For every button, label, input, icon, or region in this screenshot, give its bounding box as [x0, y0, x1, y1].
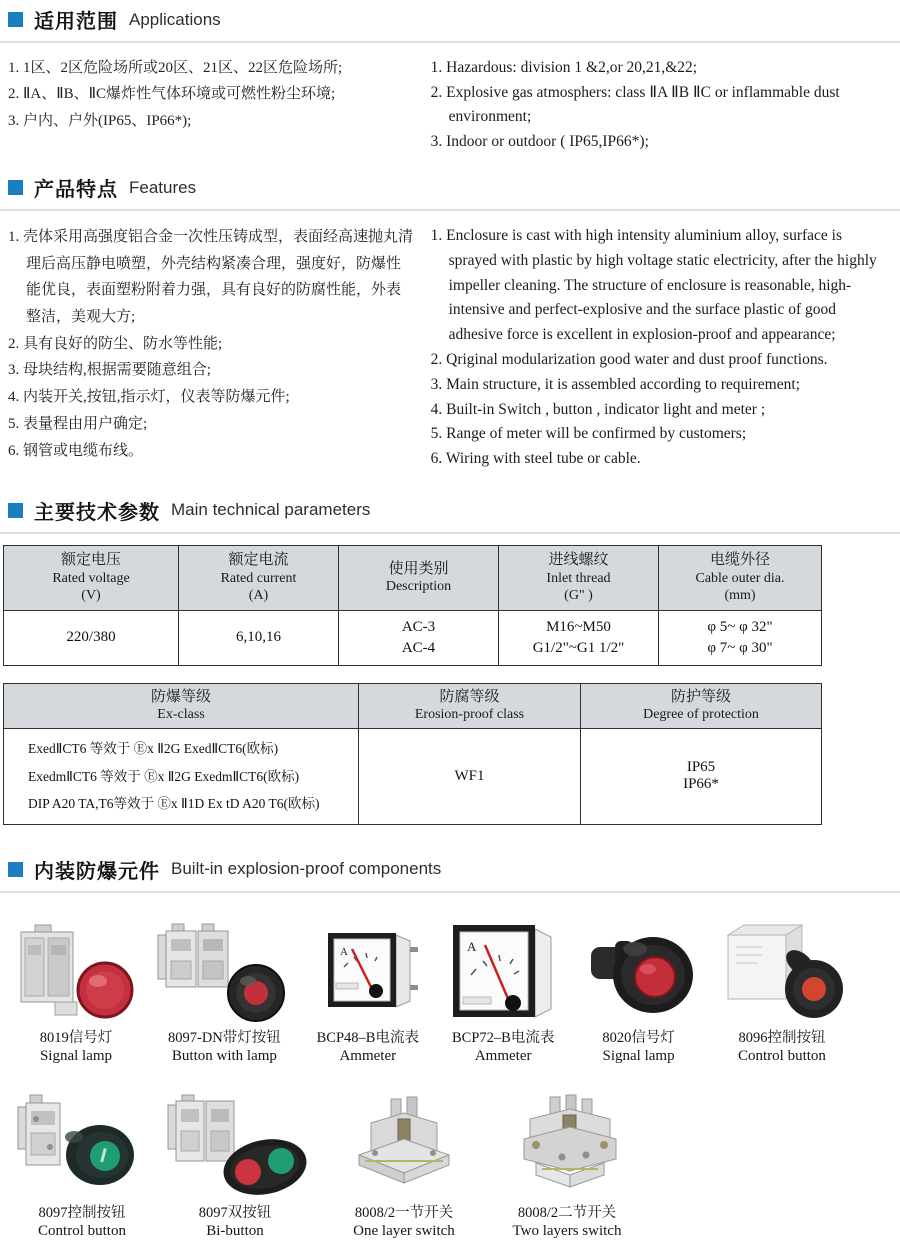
product-name-en: One layer switch	[353, 1223, 455, 1240]
list-item: 2. Qriginal modularization good water and dust proof functions.	[430, 350, 828, 368]
section-header-parameters	[0, 496, 900, 525]
section-divider	[0, 532, 900, 534]
column-header-cable-dia: 电缆外径 Cable outer dia. (mm)	[659, 545, 822, 610]
cell-rated-voltage: 220/380	[4, 610, 179, 665]
section-applications	[0, 5, 900, 155]
product-ammeter-bcp48	[309, 923, 427, 1065]
product-bi-button-8097	[160, 1093, 310, 1240]
product-code: 8020信号灯	[602, 1029, 675, 1046]
product-code: 8019信号灯	[39, 1029, 113, 1046]
product-code: 8097控制按钮	[38, 1205, 126, 1222]
product-name-en: Ammeter	[474, 1048, 532, 1065]
section-components	[0, 855, 900, 1240]
parameters-table-2	[3, 683, 822, 825]
list-item: 3. 户内、户外(IP65、IP66*);	[8, 112, 192, 129]
section-title-en: Features	[129, 177, 197, 197]
blue-square-icon	[8, 180, 23, 195]
product-one-layer-switch-8008	[324, 1093, 484, 1240]
list-item: 2. ⅡA、ⅡB、ⅡC爆炸性气体环境或可燃性粉尘环境;	[8, 86, 336, 103]
components-row-1	[0, 893, 900, 1065]
one-layer-switch-8008-image	[329, 1093, 479, 1198]
list-item: 1. Hazardous: division 1 &2,or 20,21,&22;	[430, 59, 698, 76]
product-code: 8008/2二节开关	[517, 1205, 617, 1222]
section-title-en: Built-in explosion-proof components	[171, 859, 442, 879]
table-row	[4, 610, 822, 665]
column-header-description: 使用类别 Description	[339, 545, 499, 610]
section-title-cn: 适用范围	[34, 11, 118, 33]
product-name-en: Signal lamp	[602, 1048, 675, 1065]
column-header-rated-voltage: 额定电压 Rated voltage (V)	[4, 545, 179, 610]
product-signal-lamp-8020	[580, 923, 698, 1065]
product-code: BCP48–B电流表	[316, 1029, 419, 1046]
product-name-en: Button with lamp	[171, 1048, 277, 1065]
svg-text:A: A	[467, 938, 477, 954]
section-title-cn: 主要技术参数	[34, 501, 160, 524]
section-title-cn: 产品特点	[34, 179, 118, 201]
product-code: BCP72–B电流表	[452, 1029, 555, 1046]
section-title-cn: 内装防爆元件	[34, 860, 160, 883]
components-row-2	[0, 1065, 900, 1240]
cell-cable-dia: φ 5~ φ 32" φ 7~ φ 30"	[659, 610, 822, 665]
list-item: 4. 内装开关,按钮,指示灯，仪表等防爆元件;	[8, 389, 290, 406]
column-header-rated-current: 额定电流 Rated current (A)	[179, 545, 339, 610]
cell-ex-class: ExedⅡCT6 等效于 Ⓔx Ⅱ2G ExedⅡCT6(欧标) ExedmⅡCT6 等效于 Ⓔx Ⅱ2G ExedmⅡCT6(欧标) DIP A20 TA,T6等效于 Ⓔx Ⅱ1D Ex tD A20 T6(欧标)	[4, 728, 359, 824]
section-header-applications	[0, 5, 900, 34]
features-list-cn	[8, 224, 415, 472]
list-item: 6. Wiring with steel tube or cable.	[430, 450, 641, 468]
list-item: 2. Explosive gas atmosphers: class ⅡA ⅡB ⅡC or inflammable dust environment;	[430, 84, 840, 125]
list-item: 3. 母块结构,根据需要随意组合;	[8, 362, 211, 379]
control-button-8096-image	[714, 923, 850, 1023]
features-content	[0, 211, 900, 472]
list-item: 1. 壳体采用高强度铝合金一次性压铸成型，表面经高速抛丸清理后高压静电喷塑，外壳结构紧凑合理，强度好，防爆性能优良，表面塑粉附着力强，具有良好的防腐性能，外表整洁，美观大方;	[8, 229, 414, 326]
cell-erosion-class: WF1	[359, 728, 581, 824]
product-name-en: Control button	[737, 1048, 826, 1065]
signal-lamp-8019-image	[15, 923, 137, 1023]
cell-rated-current: 6,10,16	[179, 610, 339, 665]
ammeter-bcp48-image	[314, 923, 422, 1023]
cell-protection-degree: IP65 IP66*	[581, 728, 822, 824]
product-name-en: Signal lamp	[39, 1048, 113, 1065]
product-code: 8097-DN带灯按钮	[168, 1029, 281, 1046]
product-signal-lamp-8019	[12, 923, 140, 1065]
list-item: 6. 钢管或电缆布线。	[8, 442, 144, 459]
list-item: 4. Built-in Switch , button , indicator light and meter ;	[430, 400, 766, 418]
section-parameters	[0, 496, 900, 825]
table-row	[4, 728, 822, 824]
product-name-en: Bi-button	[206, 1223, 264, 1240]
column-header-inlet-thread: 进线螺纹 Inlet thread (G" )	[499, 545, 659, 610]
button-with-lamp-8097dn-image	[156, 923, 292, 1023]
product-code: 8008/2一节开关	[354, 1205, 454, 1222]
product-name-en: Control button	[38, 1223, 126, 1240]
product-button-with-lamp-8097dn	[154, 923, 294, 1065]
features-list-en	[415, 224, 892, 472]
signal-lamp-8020-image	[581, 923, 697, 1023]
ammeter-bcp72-image	[445, 923, 561, 1023]
applications-list-cn	[8, 56, 415, 155]
column-header-protection-degree: 防护等级 Degree of protection	[581, 683, 822, 728]
parameters-table-1	[3, 545, 822, 666]
product-two-layers-switch-8008	[492, 1093, 642, 1240]
section-header-components	[0, 855, 900, 884]
product-ammeter-bcp72	[441, 923, 565, 1065]
product-name-en: Two layers switch	[512, 1223, 622, 1240]
section-title-en: Main technical parameters	[171, 500, 371, 520]
section-features	[0, 173, 900, 472]
svg-text:A: A	[339, 945, 348, 958]
list-item: 3. Main structure, it is assembled according to requirement;	[430, 375, 800, 393]
bi-button-8097-image	[160, 1093, 310, 1198]
blue-square-icon	[8, 503, 23, 518]
product-code: 8097双按钮	[198, 1205, 272, 1222]
section-title-en: Applications	[129, 9, 221, 29]
applications-content	[0, 43, 900, 155]
list-item: 2. 具有良好的防尘、防水等性能;	[8, 335, 223, 352]
list-item: 5. Range of meter will be confirmed by customers;	[430, 425, 747, 443]
blue-square-icon	[8, 12, 23, 27]
control-button-8097-image	[12, 1093, 152, 1198]
product-code: 8096控制按钮	[738, 1029, 826, 1046]
cell-inlet-thread: M16~M50 G1/2"~G1 1/2"	[499, 610, 659, 665]
column-header-ex-class: 防爆等级 Ex-class	[4, 683, 359, 728]
cell-description: AC-3 AC-4	[339, 610, 499, 665]
column-header-erosion-class: 防腐等级 Erosion-proof class	[359, 683, 581, 728]
product-control-button-8096	[712, 923, 852, 1065]
two-layers-switch-8008-image	[492, 1093, 642, 1198]
applications-list-en	[415, 56, 892, 155]
list-item: 5. 表量程由用户确定;	[8, 415, 148, 432]
blue-square-icon	[8, 862, 23, 877]
list-item: 1. Enclosure is cast with high intensity aluminium alloy, surface is sprayed with plastic by high voltage static electricity, after the highly impeller cleaning. The structure of enclosure is reasonable, high-intensive and perfect-explosive and the surface plastic of good adhesive force is excellent in explosion-proof and appearance;	[430, 227, 877, 344]
section-header-features	[0, 173, 900, 202]
list-item: 1. 1区、2区危险场所或20区、21区、22区危险场所;	[8, 60, 343, 76]
list-item: 3. Indoor or outdoor ( IP65,IP66*);	[430, 132, 649, 150]
product-control-button-8097	[12, 1093, 152, 1240]
product-name-en: Ammeter	[339, 1048, 397, 1065]
